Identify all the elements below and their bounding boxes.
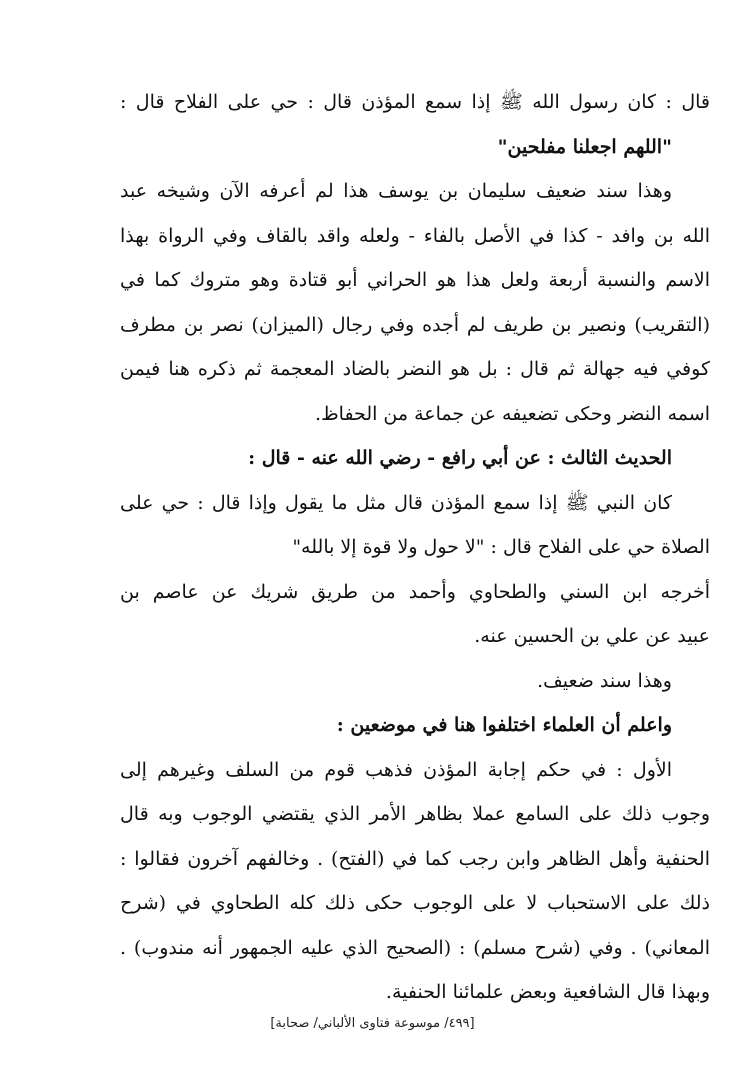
- text-line: اسمه النضر وحكى تضعيفه عن جماعة من الحفاظ.: [315, 402, 710, 425]
- text-line: المعاني) . وفي (شرح مسلم) : (الصحيح الذي عليه الجمهور أنه مندوب) .: [120, 936, 710, 959]
- page-footer: [٤٩٩/ موسوعة فتاوى الألباني/ صحابة]: [270, 1016, 475, 1031]
- text-line: عبيد عن علي بن الحسين عنه.: [474, 625, 710, 647]
- text-line: الأول : في حكم إجابة المؤذن فذهب قوم من السلف وغيرهم إلى: [120, 758, 672, 781]
- text-line: أخرجه ابن السني والطحاوي وأحمد من طريق شريك عن عاصم بن: [120, 580, 710, 603]
- text-line: (التقريب) ونصير بن طريف لم أجده وفي رجال (الميزان) نصر بن مطرف: [120, 313, 710, 336]
- text-line: كوفي فيه جهالة ثم قال : بل هو النضر بالضاد المعجمة ثم ذكره هنا فيمن: [120, 358, 710, 380]
- section-heading: واعلم أن العلماء اختلفوا هنا في موضعين :: [336, 714, 672, 736]
- text-line: الصلاة حي على الفلاح قال : "لا حول ولا قوة إلا بالله": [292, 536, 710, 558]
- text-line: وجوب ذلك على السامع عملا بظاهر الأمر الذي يقتضي الوجوب وبه قال: [120, 803, 710, 825]
- text-line: ذلك على الاستحباب لا على الوجوب حكى ذلك كله الطحاوي في (شرح: [120, 892, 710, 914]
- text-line: "اللهم اجعلنا مفلحين": [497, 135, 672, 158]
- text-line: الله بن وافد - كذا في الأصل بالفاء - ولعله واقد بالقاف وفي الرواة بهذا: [120, 224, 710, 247]
- text-line: وهذا سند ضعيف.: [537, 669, 672, 692]
- text-line: الحنفية وأهل الظاهر وابن رجب كما في (الفتح) . وخالفهم آخرون فقالوا :: [120, 847, 710, 870]
- text-line: الاسم والنسبة أربعة ولعل هذا هو الحراني أبو قتادة وهو متروك كما في: [120, 269, 710, 291]
- text-line: وهذا سند ضعيف سليمان بن يوسف هذا لم أعرفه الآن وشيخه عبد: [120, 180, 672, 202]
- section-heading: الحديث الثالث : عن أبي رافع - رضي الله عنه - قال :: [248, 447, 672, 469]
- text-line: كان النبي ﷺ إذا سمع المؤذن قال مثل ما يقول وإذا قال : حي على: [120, 491, 672, 514]
- body-text: [120, 80, 710, 1015]
- text-line: وبهذا قال الشافعية وبعض علمائنا الحنفية.: [385, 981, 710, 1003]
- text-line: قال : كان رسول الله ﷺ إذا سمع المؤذن قال : حي على الفلاح قال :: [120, 91, 710, 113]
